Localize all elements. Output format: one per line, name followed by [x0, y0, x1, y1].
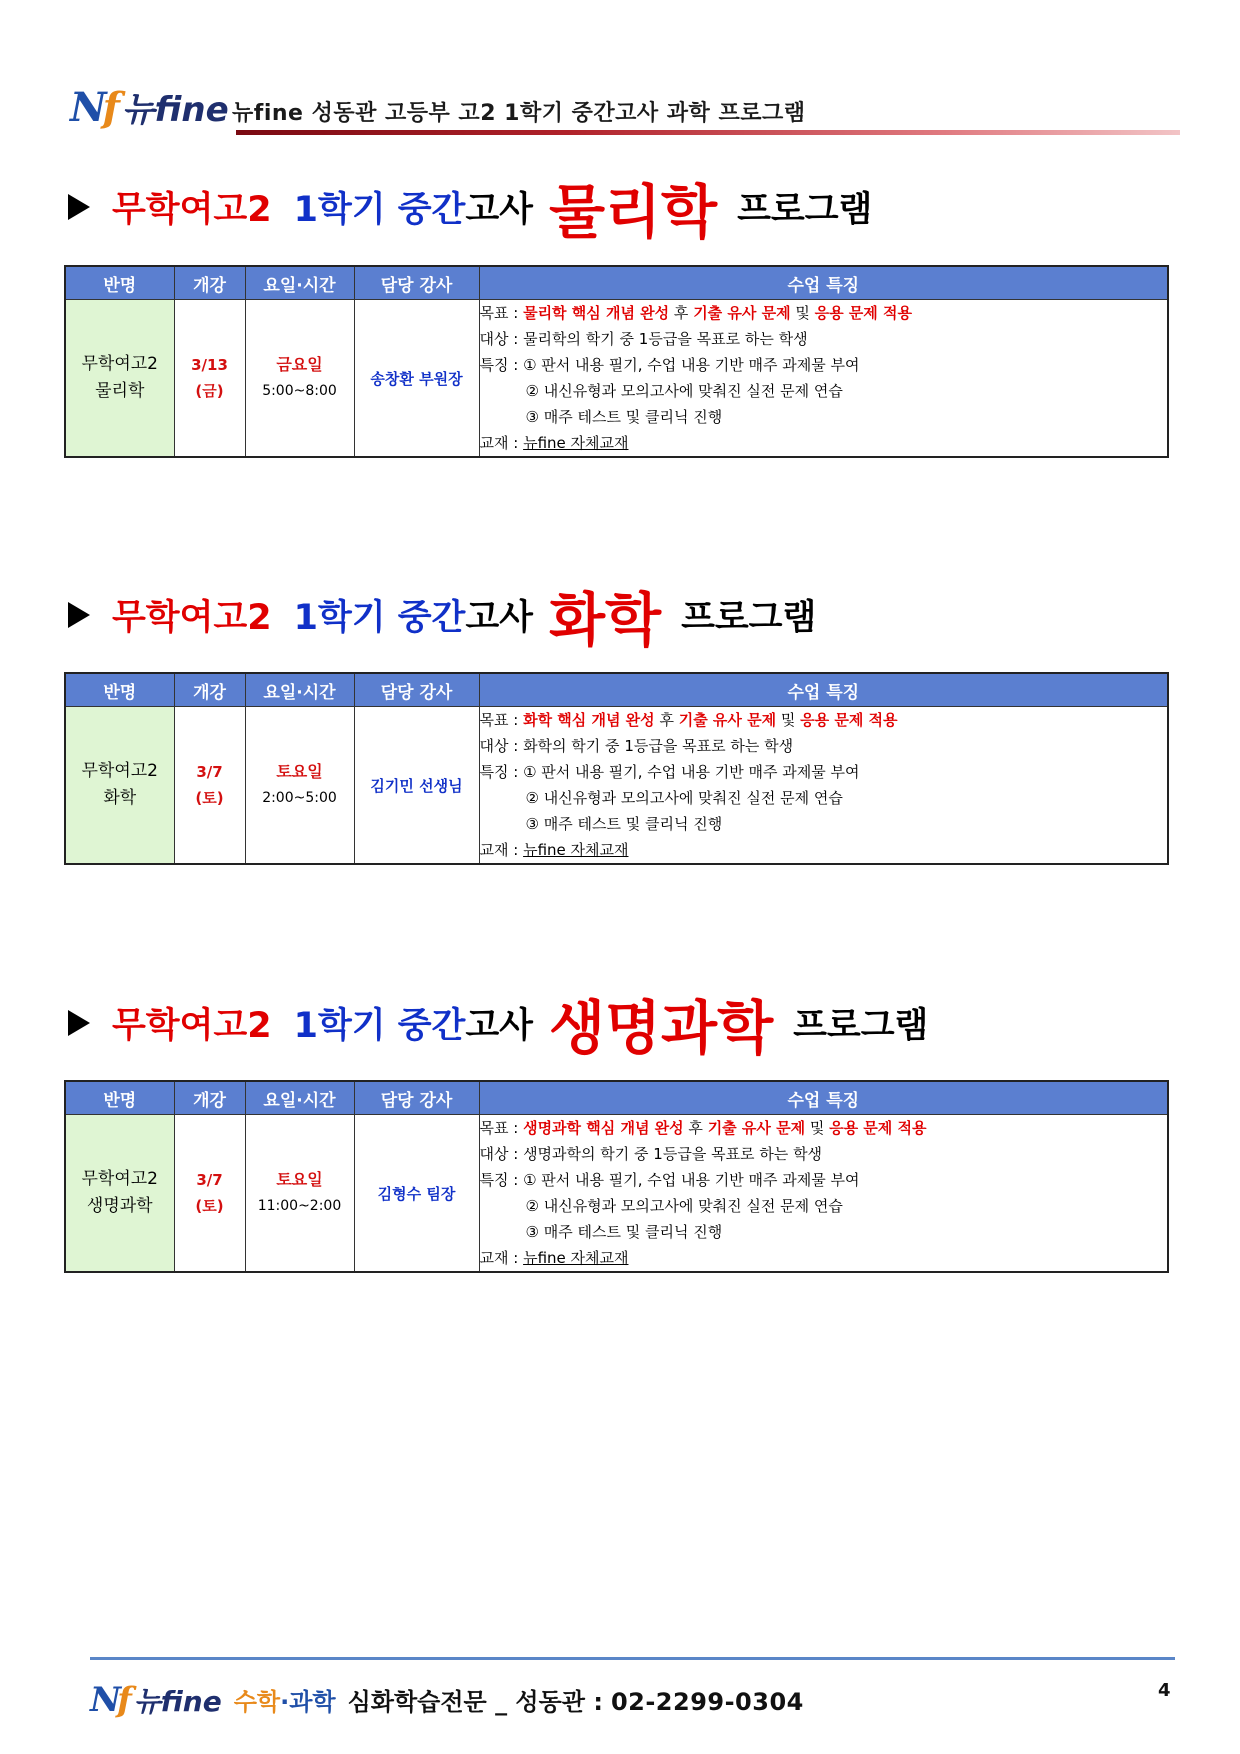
day-time-cell: 토요일 2:00~5:00: [245, 707, 354, 865]
section-program: 프로그램: [681, 598, 817, 638]
program-table-chemistry: [64, 672, 1169, 865]
start-date-cell: 3/7 (토): [174, 707, 245, 865]
section-term: 1학기 중간: [293, 1006, 466, 1046]
table-header-row: [65, 266, 1168, 300]
triangle-bullet-icon: [68, 194, 90, 220]
header-logo: [70, 78, 229, 130]
footer-phone: 02-2299-0304: [610, 1688, 804, 1716]
feature-line-1: 특징 : ① 판서 내용 필기, 수업 내용 기반 매주 과제물 부여: [479, 1171, 860, 1189]
features-cell: [479, 1115, 1168, 1273]
feature-line-2: ② 내신유형과 모의고사에 맞춰진 실전 문제 연습: [525, 789, 843, 807]
feature-line-1: 특징 : ① 판서 내용 필기, 수업 내용 기반 매주 과제물 부여: [479, 356, 860, 374]
section-school: 무학여고2: [112, 190, 272, 230]
col-teacher: 담당 강사: [354, 266, 479, 300]
col-features: 수업 특징: [479, 673, 1168, 707]
start-date-cell: 3/13 (금): [174, 300, 245, 458]
table-row: [65, 707, 1168, 865]
section-school: 무학여고2: [112, 1006, 272, 1046]
col-class: 반명: [65, 266, 174, 300]
nf-logo-mark: Nf: [90, 1680, 128, 1720]
section-exam: 고사: [465, 1006, 533, 1046]
col-day-time: 요일·시간: [245, 266, 354, 300]
section-subject: 화학: [549, 586, 662, 654]
section-title-physics: [68, 172, 873, 246]
col-start: 개강: [174, 1081, 245, 1115]
feature-line-2: ② 내신유형과 모의고사에 맞춰진 실전 문제 연습: [525, 382, 843, 400]
section-term: 1학기 중간: [293, 598, 466, 638]
triangle-bullet-icon: [68, 602, 90, 628]
section-term: 1학기 중간: [293, 190, 466, 230]
goal-line: 목표 : 생명과학 핵심 개념 완성 후 기출 유사 문제 및 응용 문제 적용: [479, 1119, 927, 1137]
col-day-time: 요일·시간: [245, 673, 354, 707]
section-program: 프로그램: [737, 190, 873, 230]
section-program: 프로그램: [793, 1006, 929, 1046]
logo-wordmark: 뉴fine: [133, 1685, 222, 1718]
footer-slogan: 심화학습전문 _ 성동관 :: [347, 1688, 603, 1716]
col-class: 반명: [65, 673, 174, 707]
feature-line-3: ③ 매주 테스트 및 클리닉 진행: [525, 815, 723, 833]
col-day-time: 요일·시간: [245, 1081, 354, 1115]
feature-line-3: ③ 매주 테스트 및 클리닉 진행: [525, 1223, 723, 1241]
feature-line-3: ③ 매주 테스트 및 클리닉 진행: [525, 408, 723, 426]
logo-wordmark: 뉴fine: [121, 90, 229, 130]
target-line: 대상 : 물리학의 학기 중 1등급을 목표로 하는 학생: [479, 330, 808, 348]
triangle-bullet-icon: [68, 1010, 90, 1036]
section-title-chemistry: [68, 580, 817, 654]
program-table-biology: [64, 1080, 1169, 1273]
feature-line-2: ② 내신유형과 모의고사에 맞춰진 실전 문제 연습: [525, 1197, 843, 1215]
nf-logo-mark: Nf: [70, 84, 116, 131]
page-number: 4: [1158, 1680, 1171, 1701]
features-cell: [479, 707, 1168, 865]
textbook-line: 교재 : 뉴fine 자체교재: [479, 841, 629, 859]
section-exam: 고사: [465, 190, 533, 230]
page-header: [70, 78, 1180, 138]
table-header-row: [65, 673, 1168, 707]
day-time-cell: 토요일 11:00~2:00: [245, 1115, 354, 1273]
page-footer: [90, 1672, 804, 1720]
start-date-cell: 3/7 (토): [174, 1115, 245, 1273]
footer-subjects: 수학·과학: [233, 1688, 336, 1716]
table-row: [65, 300, 1168, 458]
teacher-cell: 김형수 팀장: [354, 1115, 479, 1273]
class-cell: 무학여고2 화학: [65, 707, 174, 865]
teacher-cell: 김기민 선생님: [354, 707, 479, 865]
day-time-cell: 금요일 5:00~8:00: [245, 300, 354, 458]
section-subject: 생명과학: [549, 994, 774, 1062]
table-row: [65, 1115, 1168, 1273]
col-teacher: 담당 강사: [354, 1081, 479, 1115]
col-start: 개강: [174, 673, 245, 707]
section-school: 무학여고2: [112, 598, 272, 638]
col-features: 수업 특징: [479, 266, 1168, 300]
col-teacher: 담당 강사: [354, 673, 479, 707]
footer-divider: [90, 1657, 1175, 1660]
table-header-row: [65, 1081, 1168, 1115]
section-title-biology: [68, 988, 929, 1062]
goal-line: 목표 : 물리학 핵심 개념 완성 후 기출 유사 문제 및 응용 문제 적용: [479, 304, 912, 322]
target-line: 대상 : 화학의 학기 중 1등급을 목표로 하는 학생: [479, 737, 794, 755]
target-line: 대상 : 생명과학의 학기 중 1등급을 목표로 하는 학생: [479, 1145, 823, 1163]
teacher-cell: 송창환 부원장: [354, 300, 479, 458]
textbook-line: 교재 : 뉴fine 자체교재: [479, 1249, 629, 1267]
feature-line-1: 특징 : ① 판서 내용 필기, 수업 내용 기반 매주 과제물 부여: [479, 763, 860, 781]
header-divider: [236, 130, 1180, 135]
col-start: 개강: [174, 266, 245, 300]
section-exam: 고사: [465, 598, 533, 638]
textbook-line: 교재 : 뉴fine 자체교재: [479, 434, 629, 452]
features-cell: [479, 300, 1168, 458]
class-cell: 무학여고2 물리학: [65, 300, 174, 458]
section-subject: 물리학: [549, 178, 718, 246]
page-title: 뉴fine 성동관 고등부 고2 1학기 중간고사 과학 프로그램: [232, 101, 806, 126]
col-class: 반명: [65, 1081, 174, 1115]
program-table-physics: [64, 265, 1169, 458]
goal-line: 목표 : 화학 핵심 개념 완성 후 기출 유사 문제 및 응용 문제 적용: [479, 711, 898, 729]
col-features: 수업 특징: [479, 1081, 1168, 1115]
class-cell: 무학여고2 생명과학: [65, 1115, 174, 1273]
